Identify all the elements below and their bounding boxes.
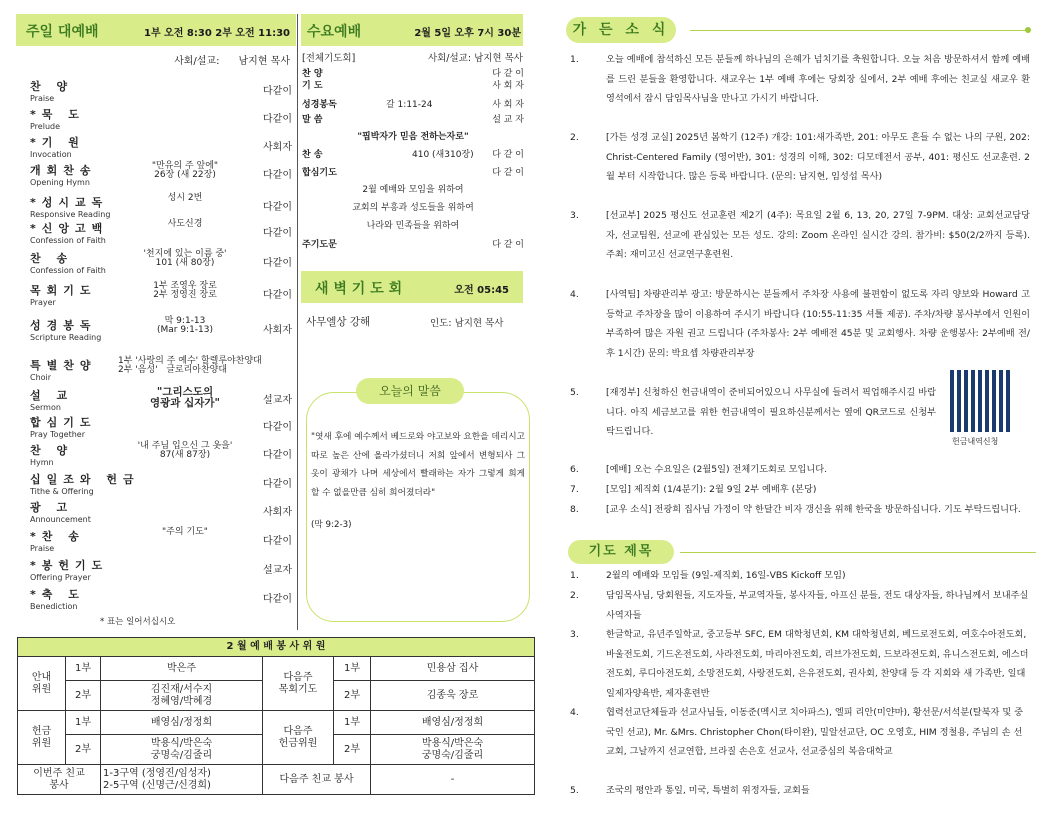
wed-topic: 교회의 부흥과 성도들을 위하여 <box>352 203 474 213</box>
duty-cell: 2부 <box>334 735 371 765</box>
word-title: 오늘의 말씀 <box>356 378 464 404</box>
news-item-number: 4. <box>570 289 579 300</box>
wed-row-label: 기 도 <box>302 81 323 91</box>
wed-hymn-num: 410 (새310장) <box>412 150 474 160</box>
duty-cell: 다음주 친교 봉사 <box>263 765 371 795</box>
news-item-text: [선교부] 2025 평신도 선교훈련 제2기 (4주): 목요일 2월 6, 13, 20, 27일 7-9PM. 대상: 교회선교담당자, 선교팀원, 선교에 관심있는 모든 성도. 강의: Zoom 온라인 실시간 강의. 참가비: $50(2/2까지 등록). 주최: 재미고신 선교연구훈련원. <box>606 210 1030 260</box>
order-item <box>30 250 292 276</box>
order-item-detail: 막 9:1-13 (Mar 9:1-13) <box>156 316 214 336</box>
duty-cell: 이번주 친교 봉사 <box>18 765 101 795</box>
duty-cell: 안내 위원 <box>18 657 66 711</box>
news-rule-dot <box>1025 27 1031 33</box>
duty-cell: 민용삼 집사 <box>371 657 535 681</box>
order-item-title: 합심기도 <box>30 416 97 429</box>
order-item-subtitle: Prayer <box>30 298 56 307</box>
order-item <box>30 162 292 188</box>
duty-cell: 1-3구역 (정영진/임성자) 2-5구역 (신명근/신경희) <box>101 765 263 795</box>
order-item <box>30 106 292 132</box>
order-item-leader: 다같이 <box>263 422 292 433</box>
word-box <box>306 392 530 622</box>
prayer-item-text: 한글학교, 유년주일학교, 중고등부 SFC, EM 대학청년회, KM 대학청년회, 베드로전도회, 여호수아전도회, 바울전도회, 기드온전도회, 사라전도회, 마리아전도회, 리브가전도회, 드보라전도회, 유니스전도회, 에스더전도회, 루디아전도회, 소망전도회, 사랑전도회, 은유전도회, 권사회, 찬양대 등 각 지회와 새 가족반, 일대일제자양육반, 제자훈련반 <box>606 629 1029 699</box>
news-item-text: [사역팀] 차량관리부 광고: 방문하시는 분들께서 주차장 사용에 불편함이 없도록 자리 양보와 Howard 고등학교 주차장을 많이 이용하여 주시기 바랍니다 (10:55-11:35 셔틀 제공). 주차/차량 봉사부에서 인원이 부족하여 많은 자원 권고 드립니다 (주차봉사: 2부 예배전 45분 및 교회행사. 차량 운행봉사: 2부예배 전/후 1시간) 문의: 박요셉 차량관리부장 <box>606 289 1030 359</box>
order-item <box>30 528 292 554</box>
duty-cell: - <box>371 765 535 795</box>
order-item-subtitle: Opening Hymn <box>30 178 90 187</box>
wed-row-who: 사 회 자 <box>492 100 524 110</box>
order-item-leader: 다같이 <box>263 228 292 239</box>
order-item-leader: 다같이 <box>263 594 292 605</box>
prayer-item-text: 조국의 평안과 통일, 미국, 특별히 위정자들, 교회들 <box>606 785 810 796</box>
order-item-detail: 1부 조영우 장로 2부 정영진 장로 <box>153 281 217 301</box>
order-item-subtitle: Praise <box>30 544 55 553</box>
order-item-leader: 설교자 <box>263 565 292 576</box>
news-item-number: 2. <box>570 132 579 143</box>
prayer-item-number: 5. <box>570 785 579 796</box>
news-item-number: 3. <box>570 210 579 221</box>
news-item-number: 5. <box>570 387 579 398</box>
wednesday-prayer <box>302 165 524 178</box>
wed-row-who: 다 같 이 <box>492 69 524 79</box>
order-item <box>30 78 292 104</box>
order-item-subtitle: Choir <box>30 373 52 382</box>
wednesday-service: [전체기도회] <box>302 53 356 64</box>
wednesday-date: 2월 5일 오후 7시 30분 <box>414 28 521 39</box>
prayer-item-text: 2월의 예배와 모임들 (9일-제직회, 16일-VBS Kickoff 모임) <box>606 570 846 581</box>
order-item-detail: "그리스도의 영광과 십자가" <box>150 386 220 410</box>
order-item-title: 개회찬송 <box>30 164 97 177</box>
wed-closing-who: 다 같 이 <box>492 240 524 250</box>
order-item-leader: 다같이 <box>263 86 292 97</box>
prayer-rule <box>680 552 1036 553</box>
duty-cell: 2부 <box>66 681 101 711</box>
wed-prayer-who: 다 같 이 <box>492 168 524 178</box>
news-rule <box>690 30 1028 31</box>
order-item-subtitle: Invocation <box>30 150 72 159</box>
standing-note: * 표는 일어서십시오 <box>100 617 176 627</box>
order-item-subtitle: Sermon <box>30 403 61 412</box>
order-item-title: 광 고 <box>30 501 74 514</box>
prayer-item-number: 2. <box>570 590 579 601</box>
prayer-item-number: 1. <box>570 570 579 581</box>
order-item-title: *봉헌기도 <box>30 559 109 572</box>
order-item-leader: 다같이 <box>263 536 292 547</box>
order-item-leader: 다같이 <box>263 479 292 490</box>
prayer-item-text: 담임목사님, 당회원들, 지도자들, 부교역자들, 봉사자들, 아프신 분들, 전도 대상자들, 하나님께서 보내주실 사역자들 <box>606 590 1029 621</box>
duty-cell: 1부 <box>66 711 101 735</box>
word-text: "엿새 후에 예수께서 베드로와 야고보와 요한을 데리시고 따로 높은 산에 올라가셨더니 저희 앞에서 변형되사 그 옷이 광채가 나며 세상에서 빨래하는 자가 그렇게 희게 할 수 없을만큼 심히 희어졌더라" <box>311 432 525 498</box>
order-item <box>30 134 292 160</box>
duty-cell: 박용식/박은숙 궁명숙/김줄리 <box>371 735 535 765</box>
wed-row-detail: 갈 1:11-24 <box>386 100 433 110</box>
order-item-detail: '천지에 있는 이름 중' 101 (새 80장) <box>143 249 227 269</box>
duty-cell: 배영심/정정희 <box>371 711 535 735</box>
duty-cell: 박용식/박은숙 궁명숙/김줄리 <box>101 735 263 765</box>
order-item <box>30 387 292 413</box>
duty-cell: 1부 <box>334 711 371 735</box>
word-ref: (막 9:2-3) <box>311 520 352 530</box>
wednesday-leader: 사회/설교: 남지현 목사 <box>427 53 523 64</box>
duty-cell: 헌금 위원 <box>18 711 66 765</box>
order-item-subtitle: Scripture Reading <box>30 333 102 342</box>
order-item <box>30 471 292 497</box>
wed-row <box>302 97 524 110</box>
order-item-leader: 사회자 <box>263 507 292 518</box>
wed-row <box>302 78 524 91</box>
order-item-detail: 성시 2번 <box>167 193 203 203</box>
order-item <box>30 586 292 612</box>
prayer-item-number: 3. <box>570 629 579 640</box>
order-item <box>30 220 292 246</box>
order-item-leader: 사회자 <box>263 142 292 153</box>
news-item-text: [예배] 오는 수요일은 (2월5일) 전체기도회로 모입니다. <box>606 464 828 475</box>
prayer-item-text: 협력선교단체들과 선교사님들, 이동준(멕시코 치아파스), 엘피 리안(미얀마), 황선문/서석분(탈북자 및 중국인 선교), Mr. &Mrs. Christopher Chon(타이완), 밀알선교단, OC 오영호, HIM 정철용, 주님의 손 선교회, 그날까지 선교연합, 브라질 손은호 선교사, 선교중심의 복음대학교 <box>606 707 1024 757</box>
order-item-title: 찬 송 <box>30 252 74 265</box>
duty-cell: 김진재/서수지 정혜영/박혜경 <box>101 681 263 711</box>
order-item-title: 찬 양 <box>30 80 74 93</box>
order-item-leader: 다같이 <box>263 114 292 125</box>
order-item-leader: 다같이 <box>263 290 292 301</box>
news-item-number: 1. <box>570 54 579 65</box>
qr-caption: 헌금내역신청 <box>952 437 999 446</box>
news-item-text: [모임] 제직회 (1/4분기): 2월 9일 2부 예배후 (본당) <box>606 484 817 495</box>
wed-prayer-label: 합심기도 <box>302 168 337 178</box>
order-item-subtitle: Benediction <box>30 602 78 611</box>
order-item-subtitle: Confession of Faith <box>30 236 106 245</box>
duty-cell: 김종욱 장로 <box>371 681 535 711</box>
order-item-title: 성경봉독 <box>30 319 97 332</box>
wednesday-title: 수요예배 <box>307 24 362 40</box>
news-item-number: 7. <box>570 484 579 495</box>
wed-topic: 나라와 민족들을 위하여 <box>366 221 460 231</box>
duty-cell: 1부 <box>66 657 101 681</box>
order-item-subtitle: Responsive Reading <box>30 210 111 219</box>
order-item <box>30 317 292 343</box>
order-item-title: 찬 양 <box>30 444 74 457</box>
duty-cell: 다음주 헌금위원 <box>263 711 334 765</box>
duty-cell: 1부 <box>334 657 371 681</box>
wed-row-label: 말 씀 <box>302 115 323 125</box>
wed-row-who: 사 회 자 <box>492 81 524 91</box>
duty-table <box>17 637 535 795</box>
wed-row <box>302 112 524 125</box>
sunday-times: 1부 오전 8:30 2부 오전 11:30 <box>144 28 290 39</box>
order-item-title: 십일조와 헌금 <box>30 473 140 486</box>
order-item-title: 목회기도 <box>30 284 97 297</box>
order-item-subtitle: Offering Prayer <box>30 573 91 582</box>
duty-cell: 다음주 목회기도 <box>263 657 334 711</box>
order-item <box>30 442 292 468</box>
order-item-subtitle: Praise <box>30 94 55 103</box>
sunday-header <box>16 14 296 46</box>
wed-closing-label: 주기도문 <box>302 240 337 250</box>
news-item-number: 6. <box>570 464 579 475</box>
order-item-detail: "만유의 주 앞에" 26장 (새 22장) <box>151 161 219 181</box>
wed-row-label: 찬 양 <box>302 69 323 79</box>
order-item-title: 설 교 <box>30 389 74 402</box>
order-item-detail: 1부 '사랑의 주 예수' 할렐루야찬양대 2부 '음성' 글로리아찬양대 <box>118 356 262 376</box>
news-item-text: [교우 소식] 전광희 집사님 가정이 약 한달간 비자 갱신을 위해 한국을 방문하십니다. 기도 부탁드립니다. <box>606 504 1021 515</box>
order-item-title: *찬 송 <box>30 530 85 543</box>
order-item <box>30 357 292 383</box>
order-item <box>30 414 292 440</box>
news-title: 가 든 소 식 <box>566 17 676 43</box>
order-item <box>30 499 292 525</box>
order-item-subtitle: Pray Together <box>30 430 85 439</box>
order-item-detail: '내 주님 입으신 그 옷을' 87(새 87장) <box>137 441 233 461</box>
wed-row-who: 설 교 자 <box>492 115 524 125</box>
wednesday-sermon: "핍박자가 믿음 전하는자로" <box>357 132 469 142</box>
dawn-leader: 인도: 남지현 목사 <box>430 318 504 329</box>
order-item-subtitle: Hymn <box>30 458 54 467</box>
sunday-title: 주일 대예배 <box>26 24 99 40</box>
order-item-leader: 다같이 <box>263 170 292 181</box>
duty-title: 2 월 예 배 봉 사 위 원 <box>18 638 535 657</box>
order-item-leader: 다같이 <box>263 202 292 213</box>
dawn-text: 사무엘상 강해 <box>306 316 371 328</box>
duty-cell: 박은주 <box>101 657 263 681</box>
wed-topic: 2월 예배와 모임을 위하여 <box>362 185 464 195</box>
order-item-subtitle: Confession of Faith <box>30 266 106 275</box>
wed-hymn-label: 찬 송 <box>302 150 323 160</box>
column-divider <box>297 14 298 630</box>
duty-cell: 2부 <box>66 735 101 765</box>
order-item-leader: 설교자 <box>263 395 292 406</box>
duty-cell: 2부 <box>334 681 371 711</box>
news-item-text: [재정부] 신청하신 헌금내역이 준비되어있으니 사무실에 들려서 픽업해주시길 바랍니다. 아직 세금보고를 위한 헌금내역이 필요하신분께서는 옆에 QR코드로 신청부탁드립니다. <box>606 387 936 437</box>
order-item-title: *축 도 <box>30 588 85 601</box>
news-item-text: [가든 성경 교실] 2025년 봄학기 (12주) 개강: 101:새가족반, 201: 아무도 흔들 수 없는 나의 구원, 202: Christ-Centered Family (영어반), 301: 성경의 이해, 302: 디모데전서 공부, 401: 평신도 선교훈련. 2월 부터 시작합니다. 많은 등록 바랍니다. (문의: 남지현, 임성섭 목사) <box>606 132 1030 182</box>
order-item-subtitle: Tithe & Offering <box>30 487 94 496</box>
order-item-title: *묵 도 <box>30 108 85 121</box>
prayer-title: 기도 제목 <box>568 540 674 564</box>
order-item <box>30 557 292 583</box>
dawn-time: 오전 05:45 <box>454 285 509 296</box>
order-item-detail: 사도신경 <box>167 219 203 229</box>
sunday-leader: 사회/설교: 남지현 목사 <box>174 56 290 67</box>
prayer-item-number: 4. <box>570 707 579 718</box>
wednesday-hymn <box>302 147 524 160</box>
dawn-title: 새 벽 기 도 회 <box>315 281 403 297</box>
wednesday-header <box>301 14 523 46</box>
order-item <box>30 194 292 220</box>
dawn-header <box>301 271 523 303</box>
wednesday-closing <box>302 237 524 250</box>
order-item-leader: 사회자 <box>263 325 292 336</box>
order-item-leader: 다같이 <box>263 258 292 269</box>
wed-row-label: 성경봉독 <box>302 100 337 110</box>
order-item-title: 특별찬양 <box>30 359 97 372</box>
order-item-title: *신앙고백 <box>30 222 109 235</box>
order-item-title: *성시교독 <box>30 196 109 209</box>
duty-cell: 배영심/정정희 <box>101 711 263 735</box>
order-item <box>30 282 292 308</box>
order-item-subtitle: Prelude <box>30 122 61 131</box>
wed-hymn-who: 다 같 이 <box>492 150 524 160</box>
news-item-number: 8. <box>570 504 579 515</box>
order-item-subtitle: Announcement <box>30 515 91 524</box>
order-item-leader: 다같이 <box>263 450 292 461</box>
order-item-detail: "주의 기도" <box>162 527 208 537</box>
news-item-text: 오늘 예배에 참석하신 모든 분들께 하나님의 은혜가 넘치기를 축원합니다. 오늘 처음 방문하셔서 함께 예배를 드린 분들을 환영합니다. 새교우는 1부 예배 후에는 당회장 실에서, 2부 예배 후에는 친교실 새교우 환영석에서 잠시 담임목사님을 만나고 가시기 바랍니다. <box>606 54 1030 104</box>
qr-code-icon[interactable] <box>950 370 1012 432</box>
order-item-title: *기 원 <box>30 136 85 149</box>
